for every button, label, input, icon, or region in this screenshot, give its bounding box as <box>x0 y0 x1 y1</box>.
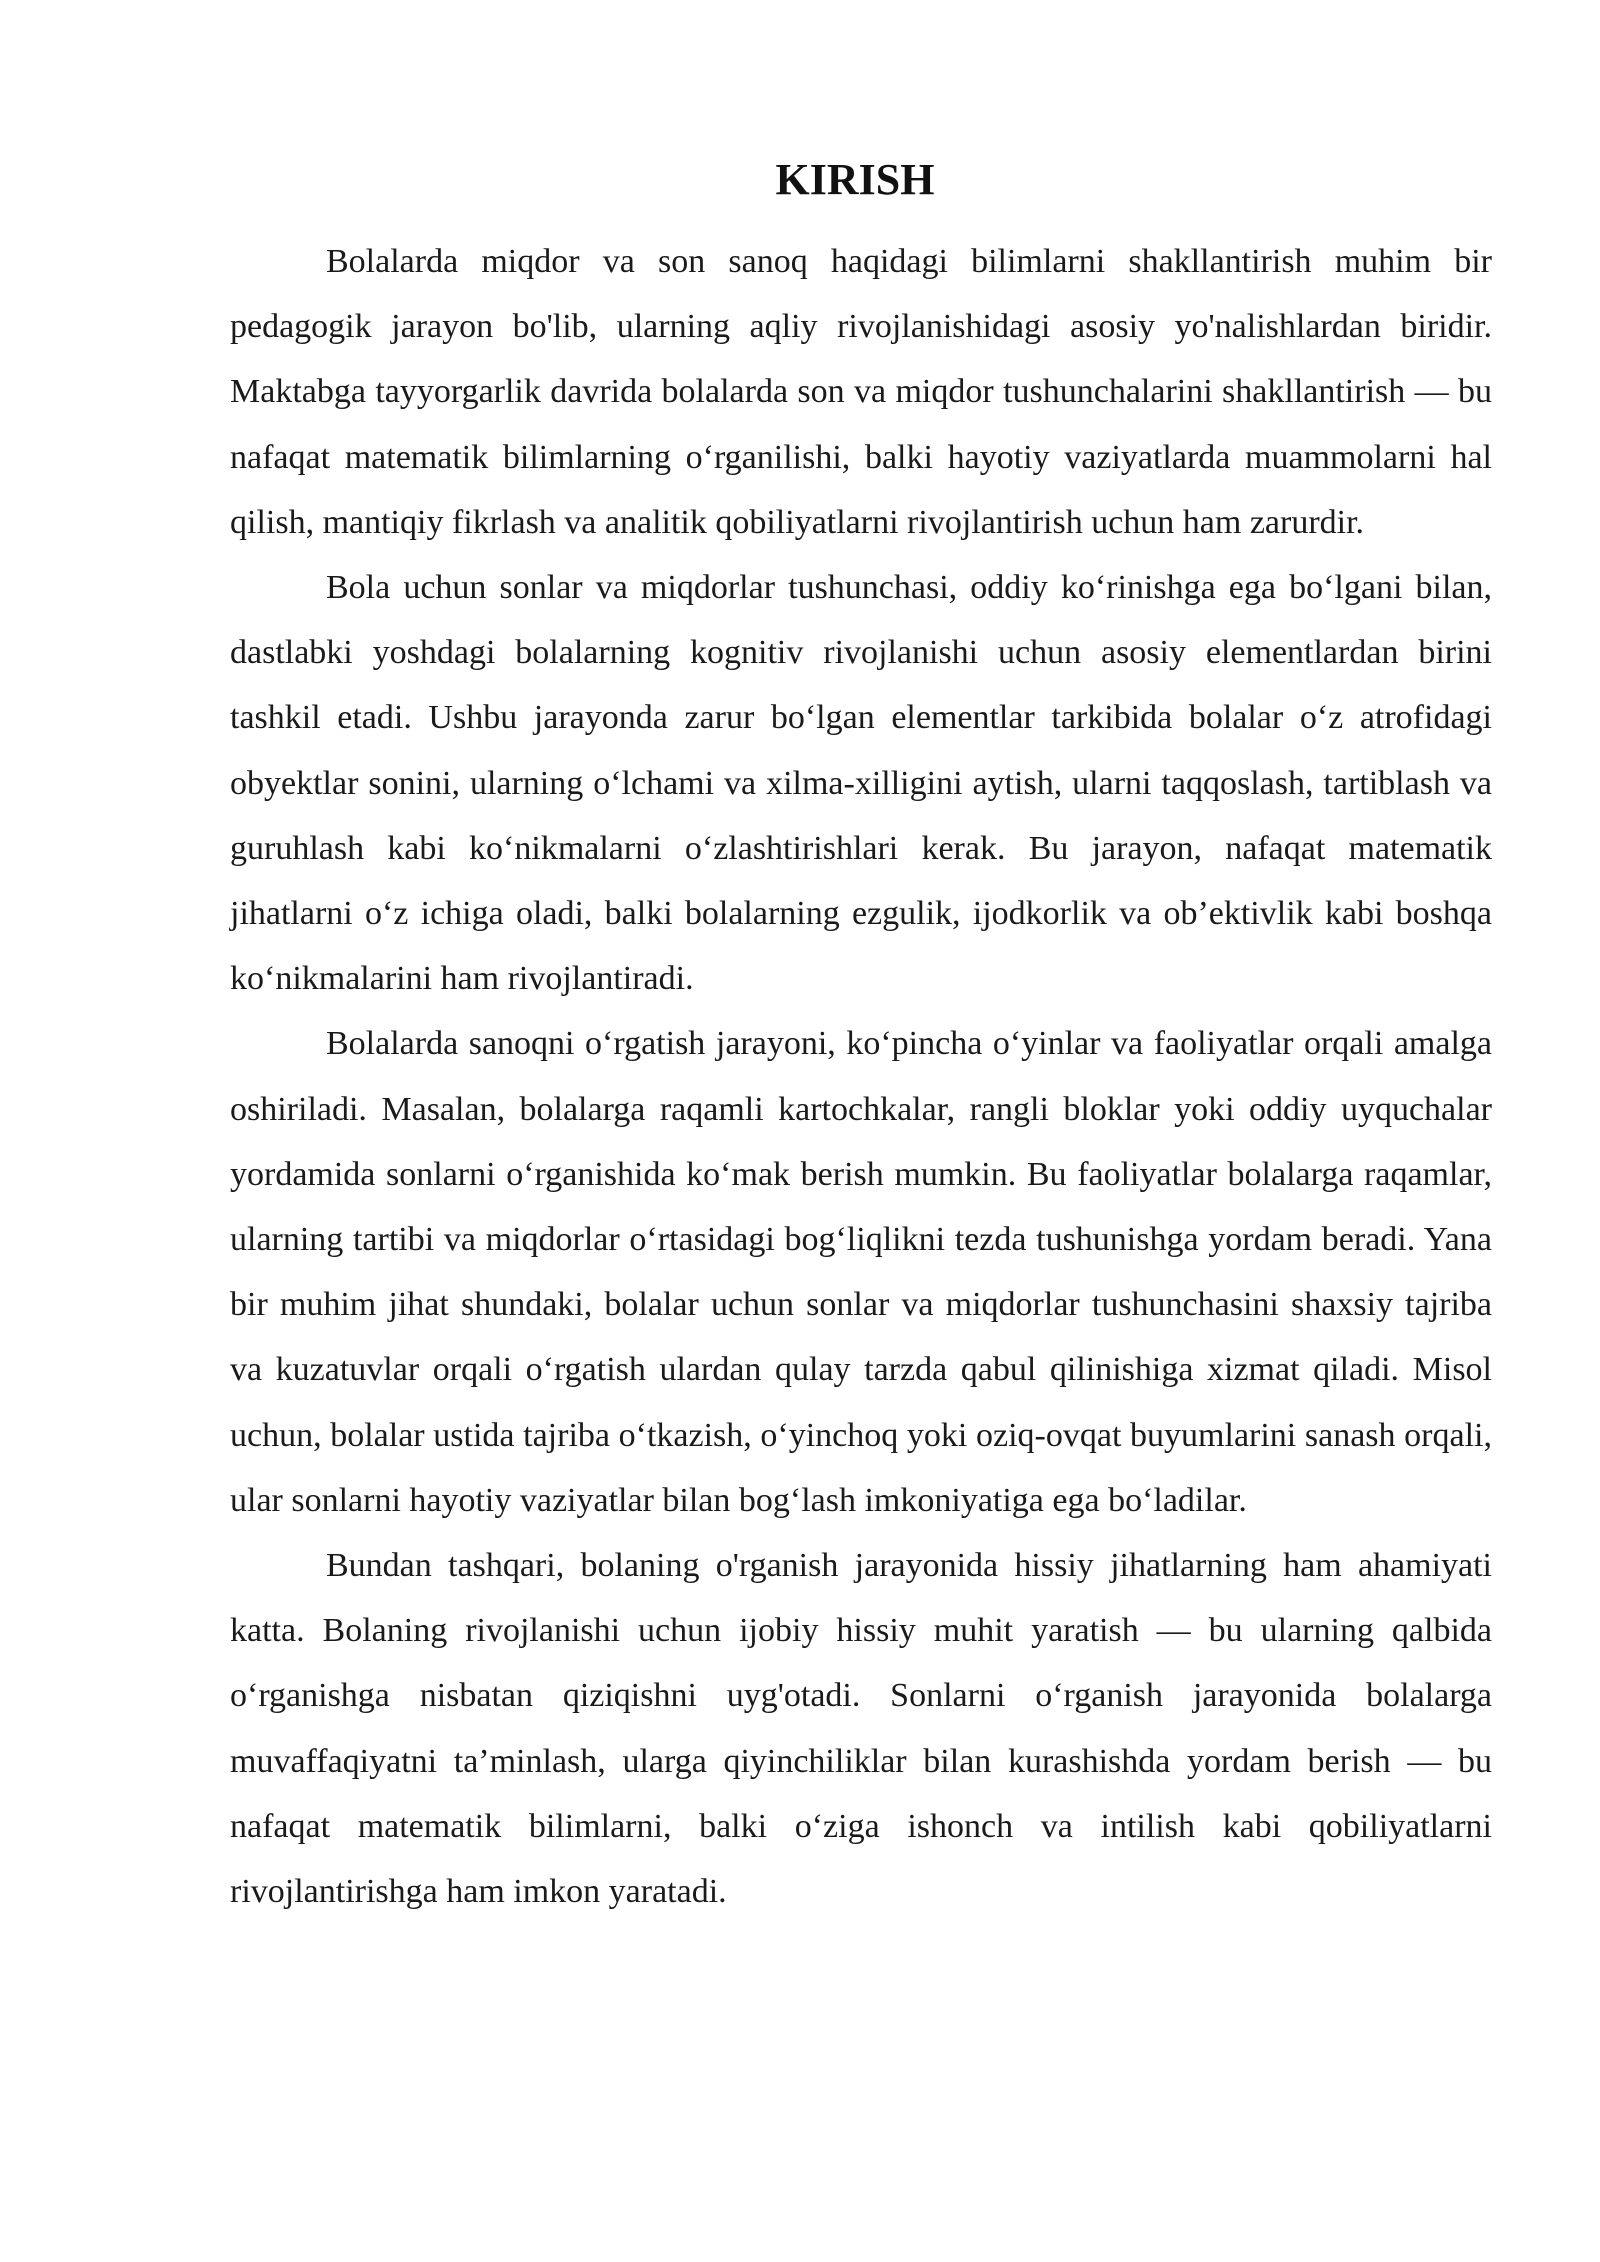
paragraph-3: Bolalarda sanoqni oʻrgatish jarayoni, koʻpincha oʻyinlar va faoliyatlar orqali amalga oshiriladi. Masalan, bolalarga raqamli kartochkalar, rangli bloklar yoki oddiy uyquchalar yordamida sonlarni oʻrganishida koʻmak berish mumkin. Bu faoliyatlar bolalarga raqamlar, ularning tartibi va miqdorlar oʻrtasidagi bogʻliqlikni tezda tushunishga yordam beradi. Yana bir muhim jihat shundaki, bolalar uchun sonlar va miqdorlar tushunchasini shaxsiy tajriba va kuzatuvlar orqali oʻrgatish ulardan qulay tarzda qabul qilinishiga xizmat qiladi. Misol uchun, bolalar ustida tajriba oʻtkazish, oʻyinchoq yoki oziq-ovqat buyumlarini sanash orqali, ular sonlarni hayotiy vaziyatlar bilan bogʻlash imkoniyatiga ega boʻladilar. <box>230 1025 1492 1519</box>
body-text <box>230 229 1492 1924</box>
page-title: KIRISH <box>775 155 935 204</box>
paragraph-2: Bola uchun sonlar va miqdorlar tushunchasi, oddiy koʻrinishga ega boʻlgani bilan, dastlabki yoshdagi bolalarning kognitiv rivojlanishi uchun asosiy elementlardan birini tashkil etadi. Ushbu jarayonda zarur boʻlgan elementlar tarkibida bolalar oʻz atrofidagi obyektlar sonini, ularning oʻlchami va xilma-xilligini aytish, ularni taqqoslash, tartiblash va guruhlash kabi koʻnikmalarni oʻzlashtirishlari kerak. Bu jarayon, nafaqat matematik jihatlarni oʻz ichiga oladi, balki bolalarning ezgulik, ijodkorlik va ob’ektivlik kabi boshqa koʻnikmalarini ham rivojlantiradi. <box>230 569 1492 998</box>
paragraph-4: Bundan tashqari, bolaning o'rganish jarayonida hissiy jihatlarning ham ahamiyati katta. Bolaning rivojlanishi uchun ijobiy hissiy muhit yaratish — bu ularning qalbida oʻrganishga nisbatan qiziqishni uyg'otadi. Sonlarni oʻrganish jarayonida bolalarga muvaffaqiyatni ta’minlash, ularga qiyinchiliklar bilan kurashishda yordam berish — bu nafaqat matematik bilimlarni, balki oʻziga ishonch va intilish kabi qobiliyatlarni rivojlantirishga ham imkon yaratadi. <box>230 1547 1492 1911</box>
paragraph-1: Bolalarda miqdor va son sanoq haqidagi bilimlarni shakllantirish muhim bir pedagogik jarayon bo'lib, ularning aqliy rivojlanishidagi asosiy yo'nalishlardan biridir. Maktabga tayyorgarlik davrida bolalarda son va miqdor tushunchalarini shakllantirish — bu nafaqat matematik bilimlarning oʻrganilishi, balki hayotiy vaziyatlarda muammolarni hal qilish, mantiqiy fikrlash va analitik qobiliyatlarni rivojlantirish uchun ham zarurdir. <box>230 243 1492 541</box>
